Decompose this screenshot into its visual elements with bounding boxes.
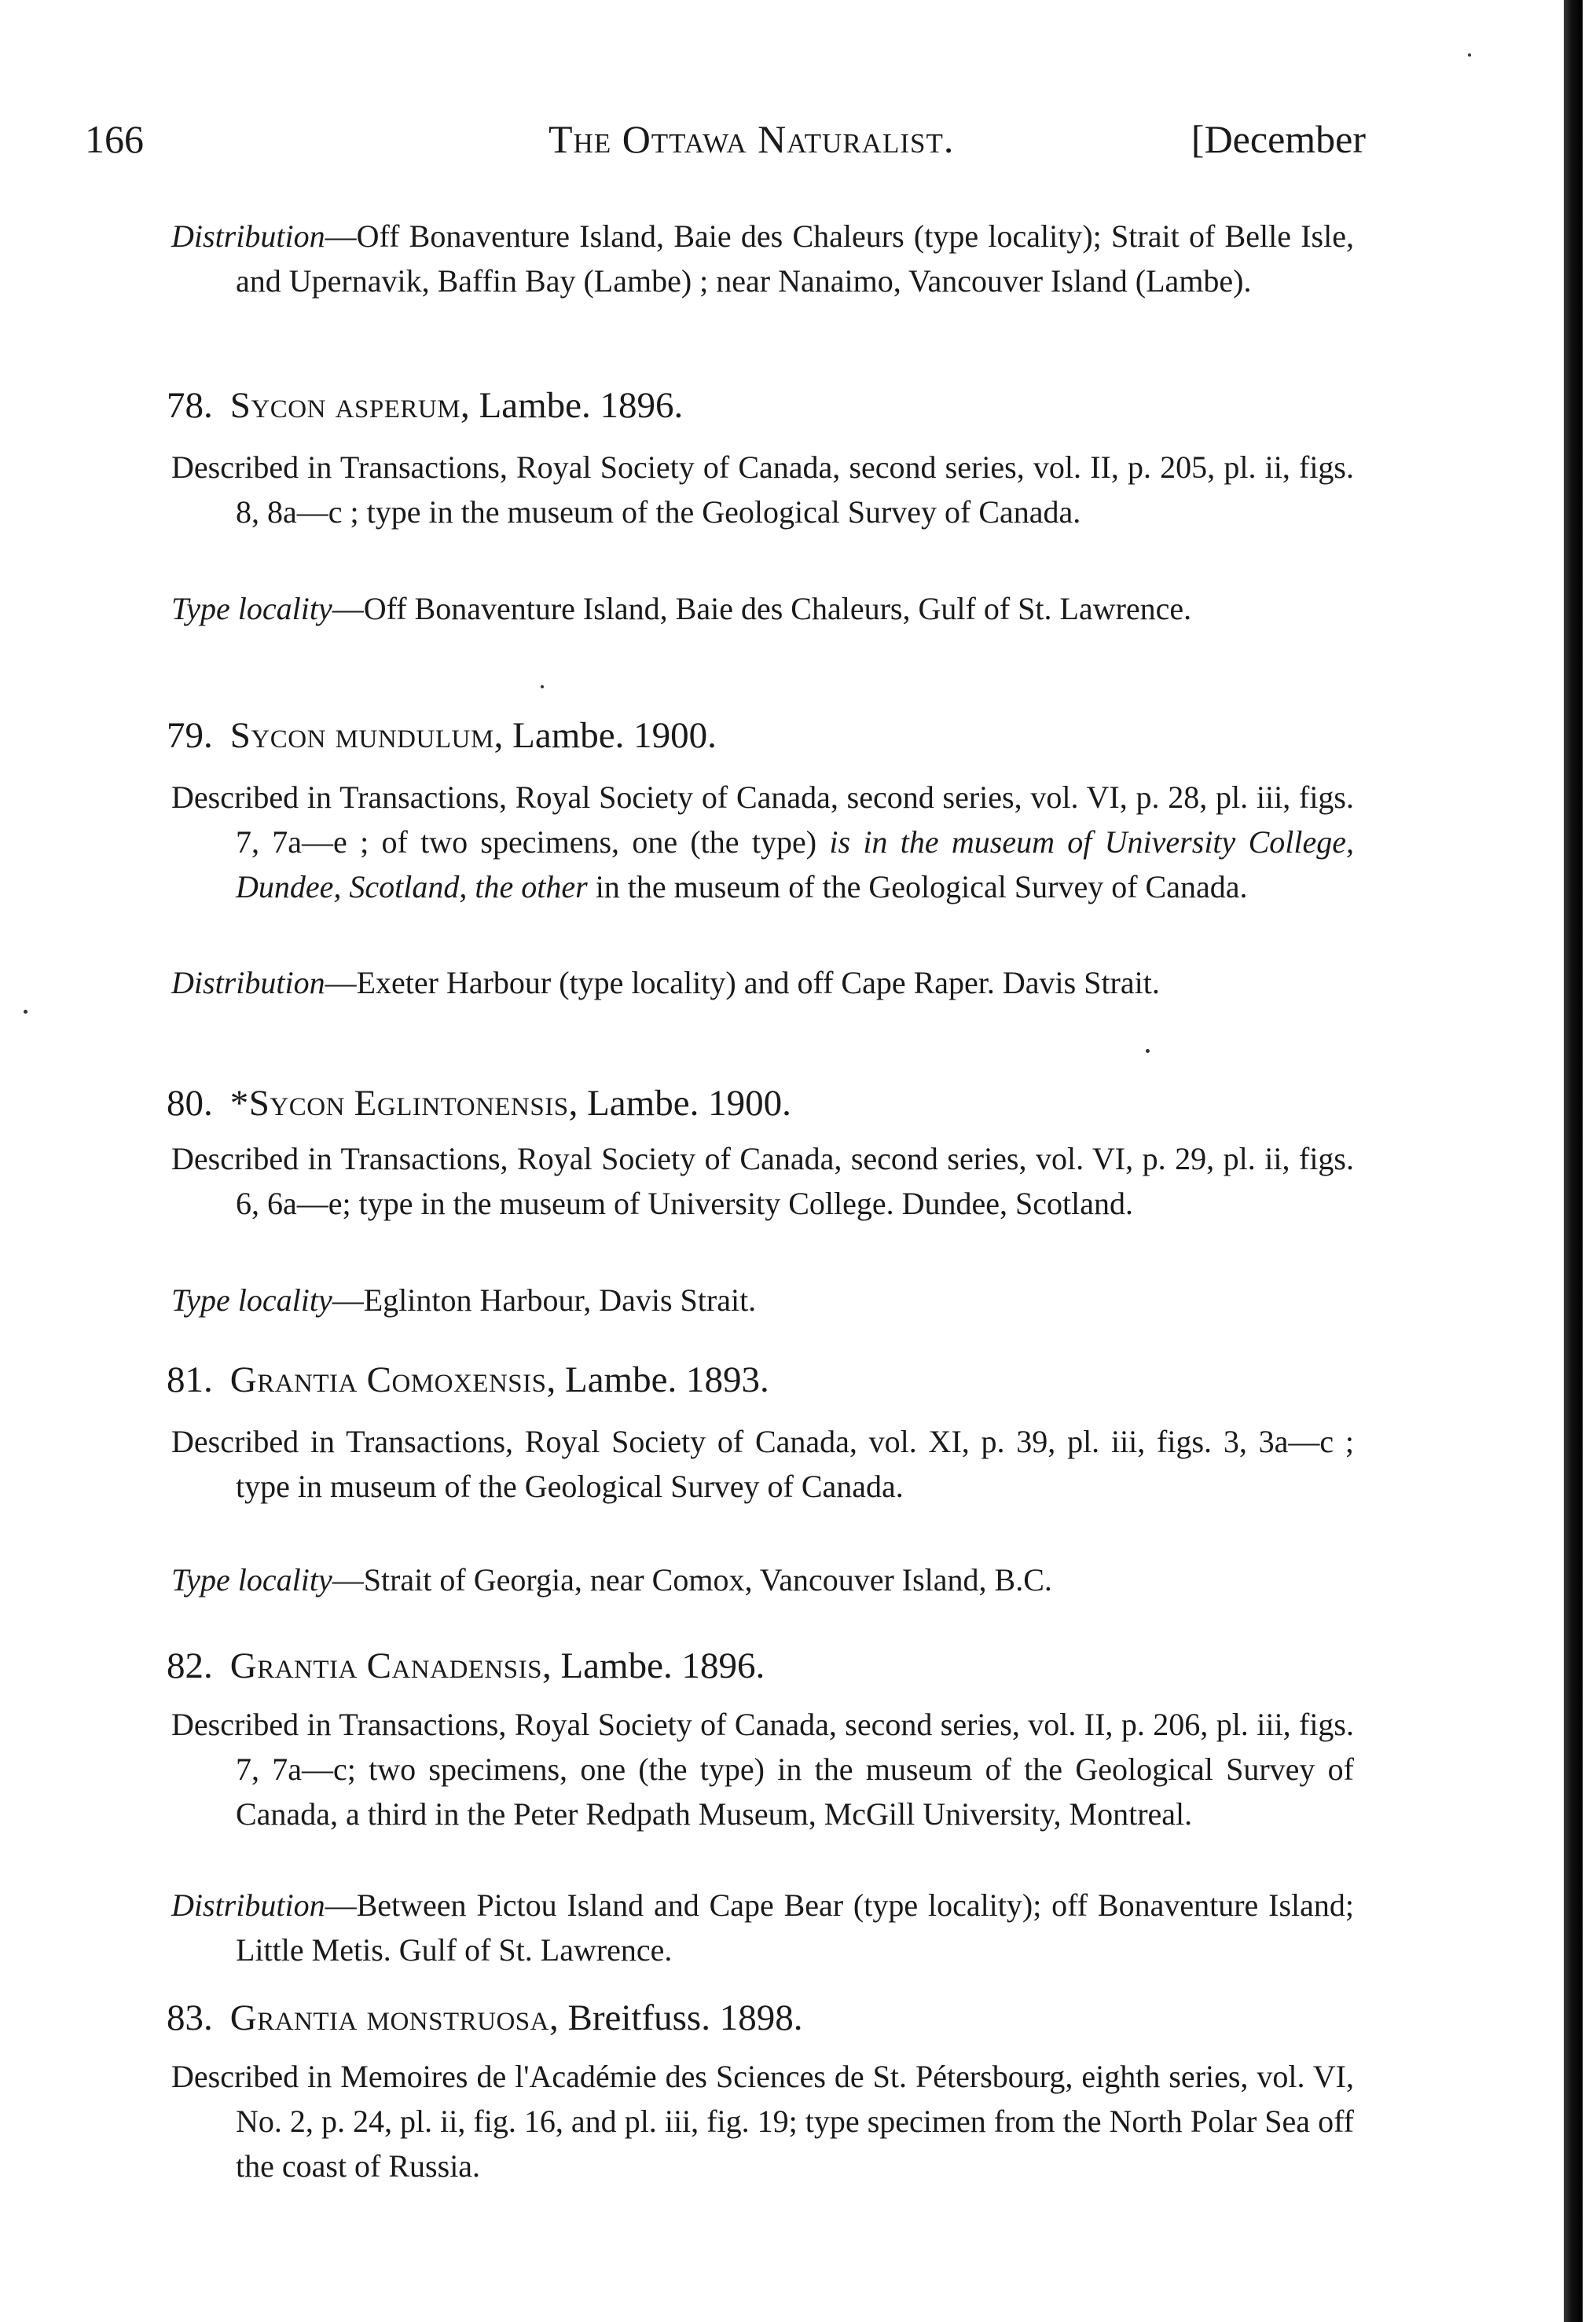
entry-heading-81: [167, 1356, 769, 1403]
entry-heading-83: [167, 1994, 802, 2041]
entry-heading-79: [167, 712, 717, 759]
journal-title: The Ottawa Naturalist.: [549, 117, 955, 161]
note-label: Distribution: [171, 965, 325, 1000]
genus-name: Grantia: [229, 1997, 358, 2038]
entry-heading-82: [167, 1642, 765, 1689]
description-italic-text: is in the museum of University College, Dundee, Scotland, the other: [236, 824, 1355, 904]
species-name: mundulum: [335, 715, 494, 756]
entry-number: 78.: [167, 385, 213, 426]
authority: , Lambe. 1900.: [493, 715, 717, 756]
description-paragraph-83: Described in Memoires de l'Académie des Sciences de St. Pétersbourg, eighth series, vol. VI, No. 2, p. 24, pl. ii, fig. 16, and pl. iii, fig. 19; type specimen from the North Polar Sea off the coast of Russia.: [171, 2059, 1354, 2184]
note-label: Type locality: [171, 1282, 332, 1318]
description-text: Described in Transactions, Royal Society of Canada, second series, vol. VI, p. 28, pl. iii, figs. 7, 7a—e ; of two specimens, one (the type): [171, 780, 1354, 860]
entry-number: 79.: [167, 715, 213, 756]
entry-number: 82.: [167, 1645, 213, 1686]
distribution-paragraph: [171, 214, 1354, 303]
entry-heading-80: [167, 1080, 791, 1127]
type-locality-paragraph-80: [171, 1278, 1354, 1322]
species-name: asperum: [335, 385, 461, 426]
entry-heading-78: [167, 382, 683, 429]
note-label: Distribution: [171, 1887, 325, 1923]
note-label: Type locality: [171, 591, 332, 626]
genus-name: Sycon: [229, 715, 326, 756]
authority: , Lambe. 1896.: [541, 1645, 765, 1686]
distribution-label: Distribution: [171, 218, 325, 254]
note-text: —Eglinton Harbour, Davis Strait.: [332, 1282, 757, 1318]
description-paragraph-81: Described in Transactions, Royal Society of Canada, vol. XI, p. 39, pl. iii, figs. 3, 3a—c ; type in museum of the Geological Survey of Canada.: [171, 1424, 1354, 1504]
entry-number: 83.: [167, 1997, 213, 2038]
running-head: [85, 112, 1366, 167]
authority: , Lambe. 1900.: [568, 1083, 791, 1124]
distribution-paragraph-82: [171, 1883, 1354, 1972]
species-name: monstruosa: [366, 1997, 549, 2038]
type-locality-paragraph-81: [171, 1557, 1354, 1602]
genus-name: Sycon: [229, 385, 326, 426]
genus-name: *Sycon: [229, 1083, 345, 1124]
genus-name: Grantia: [229, 1359, 358, 1400]
description-paragraph-79: [171, 775, 1354, 909]
description-paragraph-82: Described in Transactions, Royal Society of Canada, second series, vol. II, p. 206, pl. iii, figs. 7, 7a—c; two specimens, one (the type) in the museum of the Geological Survey of Canada, a third in the Peter Redpath Museum, McGill University, Montreal.: [171, 1707, 1354, 1832]
note-label: Type locality: [171, 1562, 332, 1598]
distribution-paragraph-79: [171, 960, 1354, 1005]
entry-number: 80.: [167, 1083, 213, 1124]
authority: , Lambe. 1896.: [460, 385, 684, 426]
species-name: Eglintonensis: [354, 1083, 569, 1124]
authority: , Lambe. 1893.: [546, 1359, 769, 1400]
note-text: —Between Pictou Island and Cape Bear (type locality); off Bonaventure Island; Little Metis. Gulf of St. Lawrence.: [236, 1887, 1354, 1968]
type-locality-paragraph-78: [171, 586, 1354, 631]
species-name: Canadensis: [366, 1645, 542, 1686]
genus-name: Grantia: [229, 1645, 358, 1686]
note-text: —Off Bonaventure Island, Baie des Chaleurs, Gulf of St. Lawrence.: [332, 591, 1192, 626]
note-text: —Strait of Georgia, near Comox, Vancouver Island, B.C.: [332, 1562, 1052, 1598]
description-paragraph-80: Described in Transactions, Royal Society of Canada, second series, vol. VI, p. 29, pl. ii, figs. 6, 6a—e; type in the museum of University College. Dundee, Scotland.: [171, 1141, 1354, 1221]
note-text: —Exeter Harbour (type locality) and off Cape Raper. Davis Strait.: [325, 965, 1160, 1000]
description-tail-text: in the museum of the Geological Survey of Canada.: [595, 869, 1248, 904]
entry-number: 81.: [167, 1359, 213, 1400]
page-number: 166: [85, 117, 144, 161]
issue-month: [December: [1191, 117, 1366, 161]
authority: , Breitfuss. 1898.: [549, 1997, 803, 2038]
distribution-text: —Off Bonaventure Island, Baie des Chaleurs (type locality); Strait of Belle Isle, and Upernavik, Baffin Bay (Lambe) ; near Nanaimo, Vancouver Island (Lambe).: [236, 218, 1354, 299]
species-name: Comoxensis: [366, 1359, 547, 1400]
description-paragraph-78: Described in Transactions, Royal Society of Canada, second series, vol. II, p. 205, pl. ii, figs. 8, 8a—c ; type in the museum of the Geological Survey of Canada.: [171, 449, 1354, 530]
